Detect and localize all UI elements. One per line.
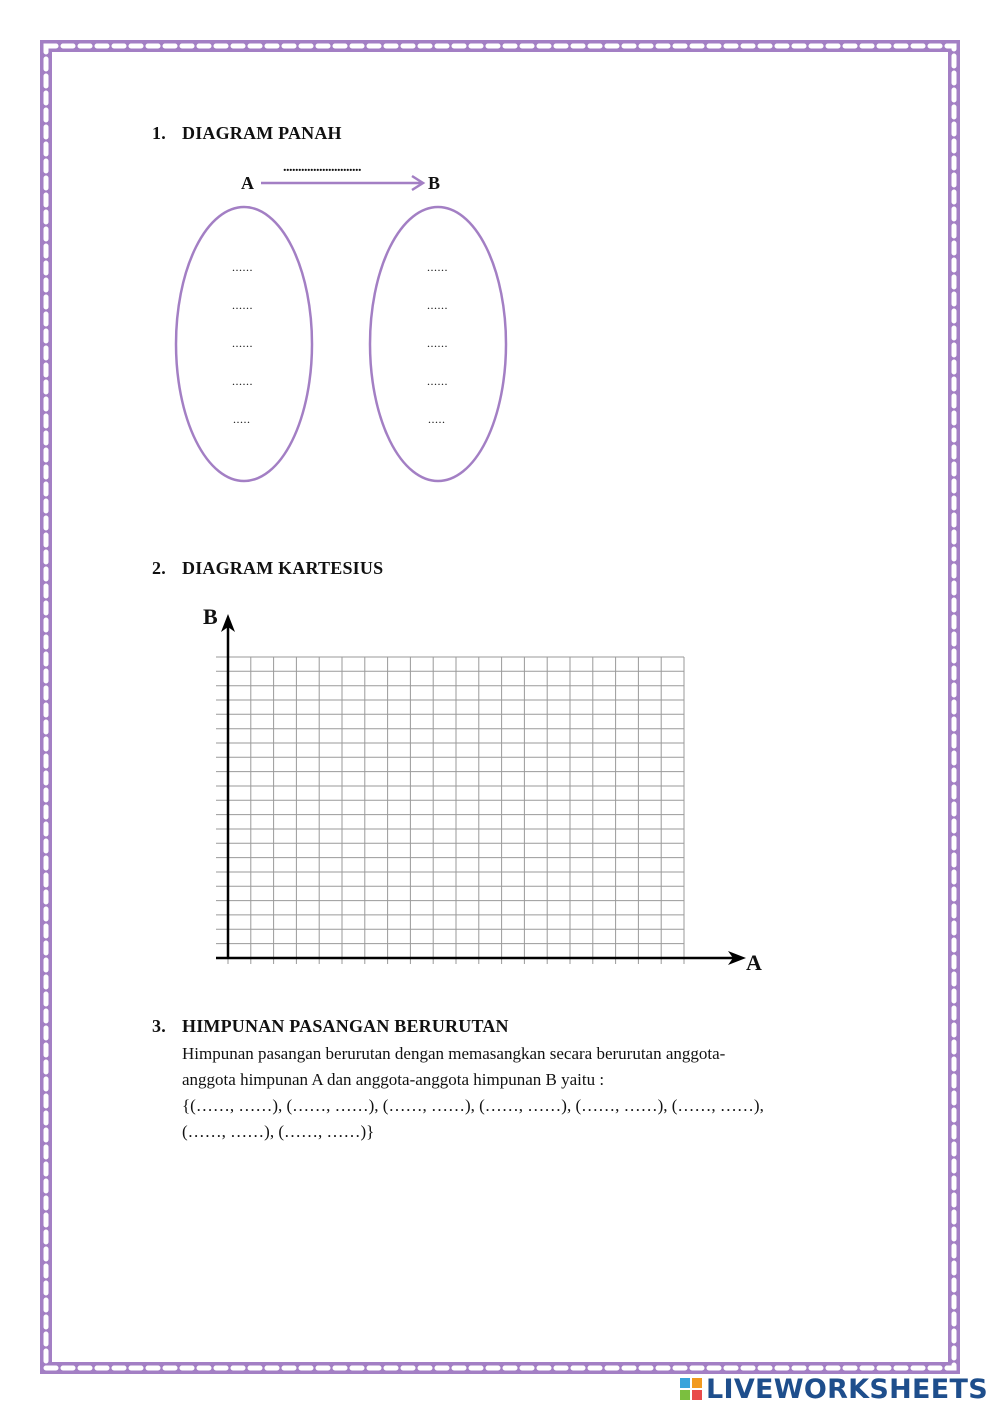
section-3-line-1: Himpunan pasangan berurutan dengan memasangkan secara berurutan anggota- bbox=[182, 1044, 726, 1063]
grid-lines bbox=[216, 657, 684, 964]
set-a-item: ...... bbox=[232, 374, 253, 388]
set-b-item: ..... bbox=[428, 412, 446, 426]
y-axis-label: B bbox=[203, 604, 218, 629]
liveworksheets-wordmark: LIVEWORKSHEETS bbox=[705, 1373, 988, 1405]
section-1-number: 1. bbox=[152, 123, 166, 143]
section-2-number: 2. bbox=[152, 558, 166, 578]
section-3-number: 3. bbox=[152, 1016, 166, 1036]
set-b-item: ...... bbox=[427, 374, 448, 388]
section-1-title: DIAGRAM PANAH bbox=[182, 123, 342, 143]
section-3-line-2: anggota himpunan A dan anggota-anggota himpunan B yaitu : bbox=[182, 1070, 605, 1089]
relation-placeholder: .......................... bbox=[283, 160, 361, 175]
set-b-label: B bbox=[428, 173, 441, 193]
set-a-item: ...... bbox=[232, 336, 253, 350]
section-3-line-4: (……, ……), (……, ……)} bbox=[182, 1122, 375, 1141]
section-3-title: HIMPUNAN PASANGAN BERURUTAN bbox=[182, 1016, 509, 1036]
set-a-item: ...... bbox=[232, 260, 253, 274]
section-3-heading bbox=[152, 1016, 509, 1037]
set-a-item: ..... bbox=[233, 412, 251, 426]
set-b-item: ...... bbox=[427, 298, 448, 312]
set-b-item: ...... bbox=[427, 336, 448, 350]
x-axis-label: A bbox=[746, 950, 762, 975]
set-b-item: ...... bbox=[427, 260, 448, 274]
section-2-title: DIAGRAM KARTESIUS bbox=[182, 558, 384, 578]
set-a-label: A bbox=[241, 173, 254, 193]
liveworksheets-icon bbox=[680, 1378, 702, 1400]
section-3-line-3: {(……, ……), (……, ……), (……, ……), (……, ……), (……, ……), (……, ……), bbox=[182, 1096, 764, 1115]
set-a-item: ...... bbox=[232, 298, 253, 312]
liveworksheets-logo[interactable] bbox=[680, 1372, 988, 1406]
